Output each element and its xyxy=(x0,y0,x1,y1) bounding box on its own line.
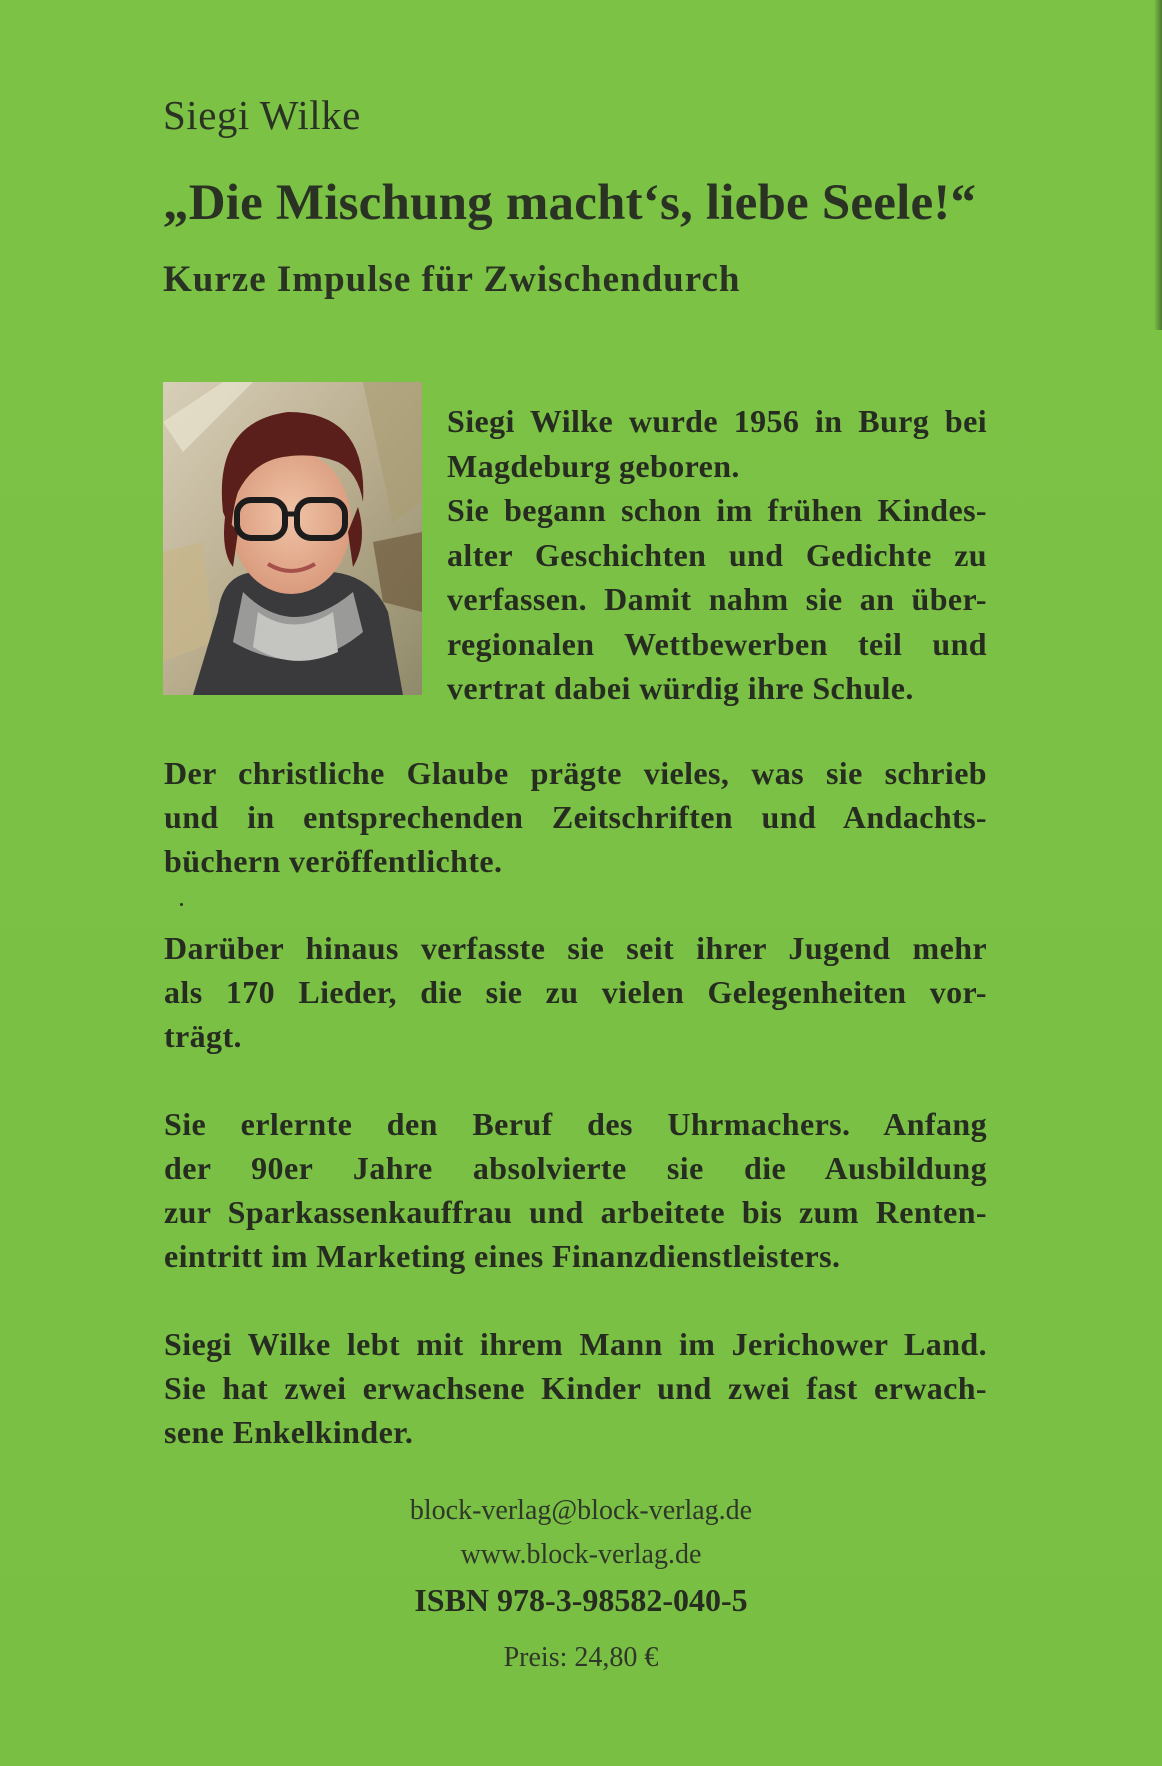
bio-intro-line: Siegi Wilke wurde 1956 in Burg bei xyxy=(447,403,987,439)
spine-shadow xyxy=(1154,0,1162,330)
book-subtitle: Kurze Impulse für Zwischendurch xyxy=(163,259,741,300)
paragraph-line: büchern veröffentlichte. xyxy=(164,843,503,879)
bio-intro-line: Sie begann schon im frühen Kindes- xyxy=(447,492,987,528)
paragraph-line: Siegi Wilke lebt mit ihrem Mann im Jerichower Land. xyxy=(164,1326,987,1362)
isbn: ISBN 978-3-98582-040-5 xyxy=(414,1582,748,1618)
bio-intro-line: Magdeburg geboren. xyxy=(447,447,740,484)
price: Preis: 24,80 € xyxy=(503,1642,659,1673)
book-title: „Die Mischung macht‘s, liebe Seele!“ xyxy=(163,175,977,231)
paragraph-line: eintritt im Marketing eines Finanzdienstleisters. xyxy=(164,1238,841,1274)
publisher-email[interactable]: block-verlag@block-verlag.de xyxy=(409,1495,753,1526)
bio-intro-line: regionalen Wettbewerben teil und xyxy=(447,625,987,662)
paragraph-line: Der christliche Glaube prägte vieles, was sie schrieb xyxy=(164,755,987,791)
paragraph-line: der 90er Jahre absolvierte sie die Ausbildung xyxy=(164,1150,987,1186)
bio-intro-line: vertrat dabei würdig ihre Schule. xyxy=(447,670,914,706)
paragraph-line: zur Sparkassenkauffrau und arbeitete bis zum Renten- xyxy=(164,1194,987,1230)
paragraph-line: trägt. xyxy=(164,1018,242,1054)
bio-intro-line: verfassen. Damit nahm sie an über- xyxy=(447,581,987,617)
bio-intro-line: alter Geschichten und Gedichte zu xyxy=(447,536,987,573)
paragraph-line: als 170 Lieder, die sie zu vielen Gelegenheiten vor- xyxy=(164,974,987,1010)
paragraph-line: und in entsprechenden Zeitschriften und Andachts- xyxy=(164,799,987,835)
bio-intro xyxy=(447,399,987,711)
paragraph-family xyxy=(164,1322,987,1454)
paragraph-line: sene Enkelkinder. xyxy=(164,1414,414,1450)
paragraph-line: Sie erlernte den Beruf des Uhrmachers. Anfang xyxy=(164,1106,987,1142)
author-portrait-icon xyxy=(163,382,422,695)
speck xyxy=(180,903,183,906)
paragraph-songs xyxy=(164,926,987,1058)
publisher-website[interactable]: www.block-verlag.de xyxy=(460,1539,702,1570)
paragraph-faith xyxy=(164,751,987,883)
paragraph-line: Sie hat zwei erwachsene Kinder und zwei fast erwach- xyxy=(164,1370,987,1406)
paragraph-line: Darüber hinaus verfasste sie seit ihrer Jugend mehr xyxy=(164,930,987,966)
author-photo xyxy=(163,382,422,695)
author-name: Siegi Wilke xyxy=(163,92,361,138)
paragraph-career xyxy=(164,1102,987,1278)
